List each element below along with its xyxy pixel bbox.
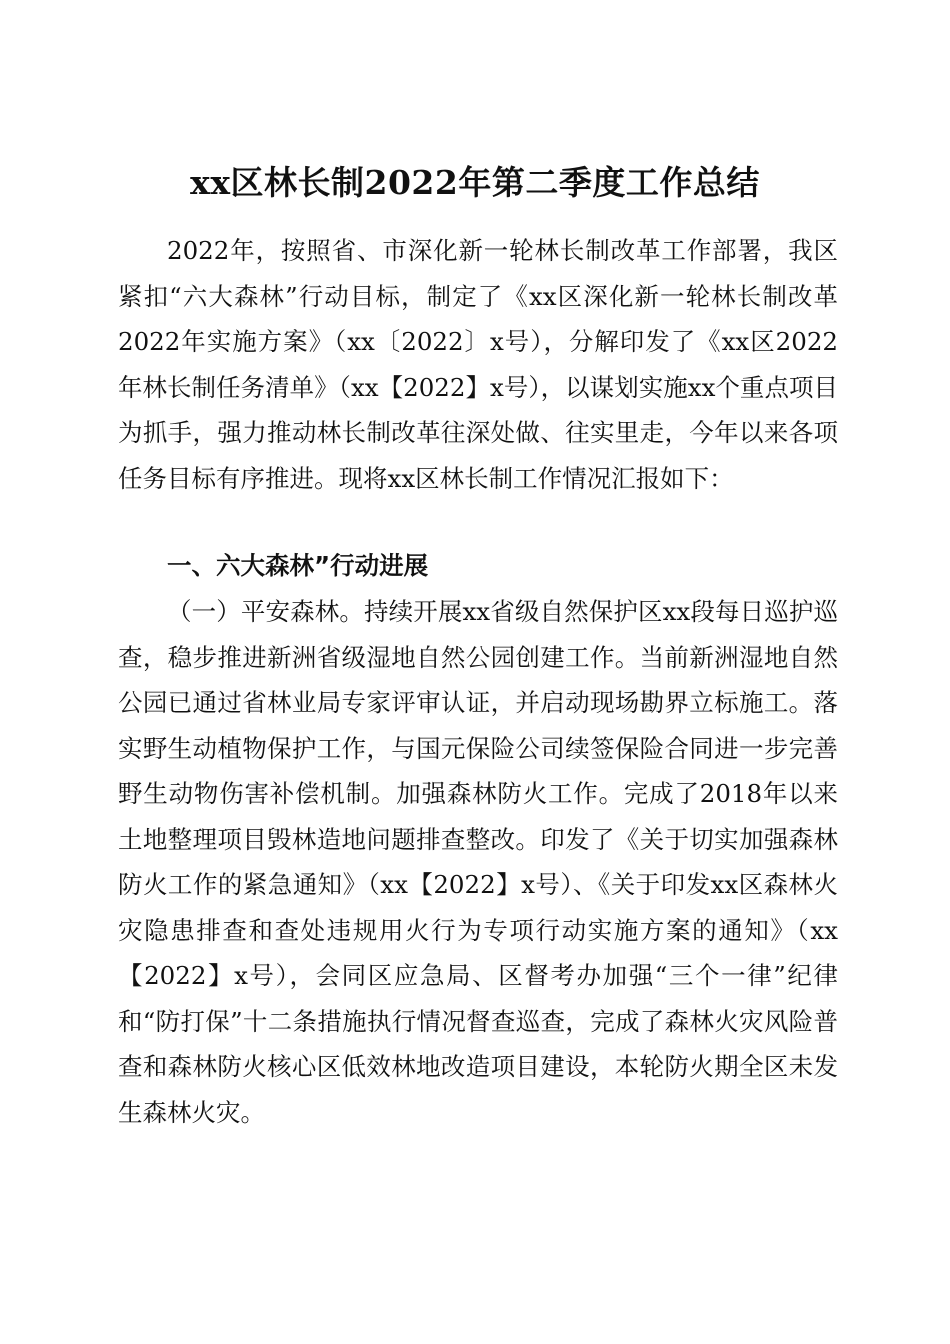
document-title: xx区林长制2022年第二季度工作总结	[190, 163, 760, 203]
section-heading: 一、六大森林”行动进展	[167, 551, 429, 580]
subsection-paragraph	[118, 589, 838, 1135]
subsection-heading: （一）平安森林。	[167, 597, 364, 626]
intro-paragraph: 2022年，按照省、市深化新一轮林长制改革工作部署，我区紧扣“六大森林”行动目标，制定了《xx区深化新一轮林长制改革2022年实施方案》（xx〔2022〕x号），分解印发了《xx区2022年林长制任务清单》（xx【2022】x号），以谋划实施xx个重点项目为抓手，强力推动林长制改革往深处做、往实里走，今年以来各项任务目标有序推进。现将xx区林长制工作情况汇报如下：	[118, 236, 838, 493]
subsection-body: 持续开展xx省级自然保护区xx段每日巡护巡查，稳步推进新洲省级湿地自然公园创建工作。当前新洲湿地自然公园已通过省林业局专家评审认证，并启动现场勘界立标施工。落实野生动植物保护工作，与国元保险公司续签保险合同进一步完善野生动物伤害补偿机制。加强森林防火工作。完成了2018年以来土地整理项目毁林造地问题排查整改。印发了《关于切实加强森林防火工作的紧急通知》（xx【2022】x号）、《关于印发xx区森林火灾隐患排查和查处违规用火行为专项行动实施方案的通知》（xx【2022】x号），会同区应急局、区督考办加强“三个一律”纪律和“防打保”十二条措施执行情况督查巡查，完成了森林火灾风险普查和森林防火核心区低效林地改造项目建设，本轮防火期全区未发生森林火灾。	[118, 597, 838, 1127]
